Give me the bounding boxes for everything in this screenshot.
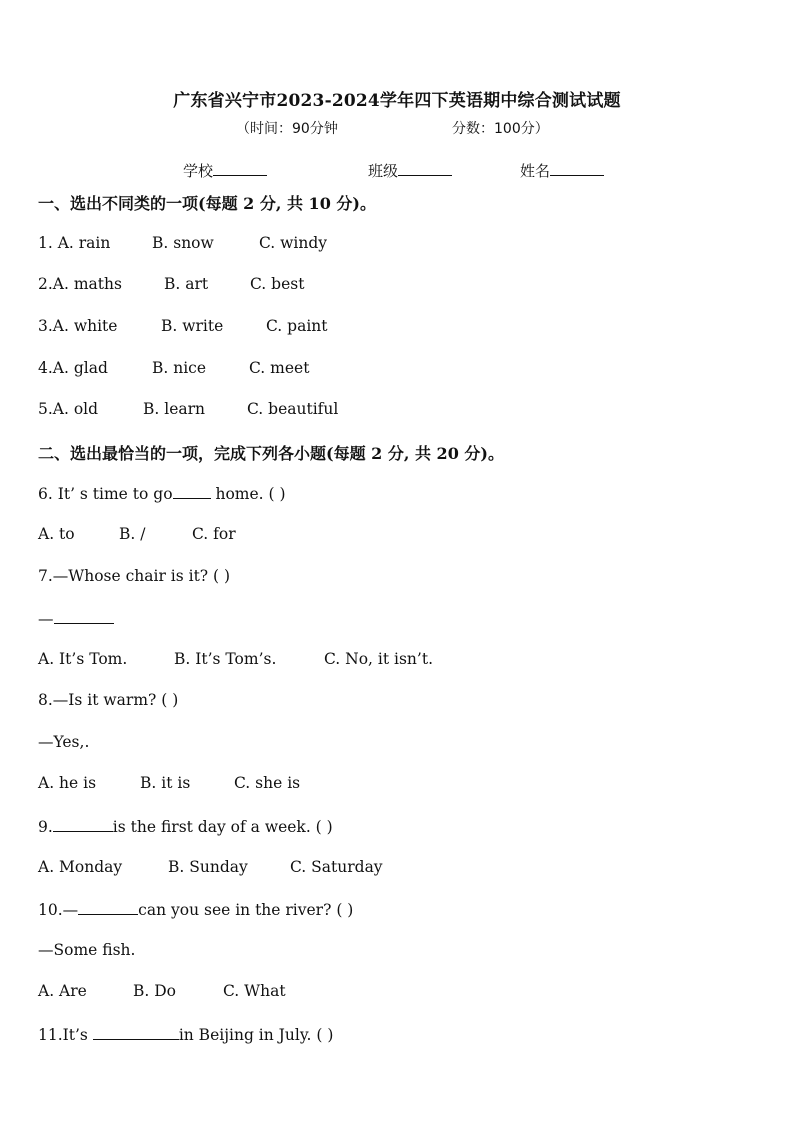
q7-option-c: C. No, it isn’t. bbox=[324, 650, 433, 668]
school-blank[interactable] bbox=[213, 161, 267, 176]
q10-stem bbox=[38, 899, 353, 919]
q5-option-c: C. beautiful bbox=[247, 400, 339, 418]
exam-title: 广东省兴宁市2023-2024学年四下英语期中综合测试试题 bbox=[173, 91, 621, 111]
q7-option-b: B. It’s Tom’s. bbox=[174, 650, 277, 668]
q4-option-c: C. meet bbox=[249, 359, 310, 377]
q9-option-c: C. Saturday bbox=[290, 858, 383, 876]
q9-option-b: B. Sunday bbox=[168, 858, 248, 876]
q1-option-b: B. snow bbox=[152, 234, 214, 252]
q5-option-a: 5.A. old bbox=[38, 400, 99, 418]
name-blank[interactable] bbox=[550, 161, 604, 176]
q7-reply bbox=[38, 608, 114, 628]
section2-heading: 二、选出最恰当的一项，完成下列各小题(每题 2 分, 共 20 分)。 bbox=[38, 444, 504, 463]
q6-stem bbox=[38, 483, 286, 503]
q6-option-a: A. to bbox=[38, 525, 75, 543]
q10-option-a: A. Are bbox=[38, 982, 87, 1000]
q10-number: 10.— bbox=[38, 901, 79, 919]
name-field bbox=[520, 160, 604, 181]
q3-option-c: C. paint bbox=[266, 317, 328, 335]
class-label: 班级 bbox=[368, 162, 399, 180]
q8-reply: —Yes,. bbox=[38, 733, 90, 751]
q8-option-a: A. he is bbox=[38, 774, 97, 792]
school-label: 学校 bbox=[183, 162, 214, 180]
class-field bbox=[368, 160, 452, 181]
q10-blank[interactable] bbox=[78, 899, 138, 915]
q2-option-c: C. best bbox=[250, 275, 305, 293]
q11-blank[interactable] bbox=[93, 1024, 179, 1040]
q7-stem: 7.—Whose chair is it? ( ) bbox=[38, 567, 231, 585]
q4-option-b: B. nice bbox=[152, 359, 207, 377]
q7-reply-dash: — bbox=[38, 610, 54, 628]
q6-stem-end: home. ( ) bbox=[210, 485, 286, 503]
q11-stem bbox=[38, 1024, 333, 1044]
q6-option-b: B. / bbox=[119, 525, 146, 543]
q2-option-a: 2.A. maths bbox=[38, 275, 122, 293]
q10-reply: —Some fish. bbox=[38, 941, 136, 959]
q6-blank[interactable] bbox=[173, 483, 211, 499]
name-label: 姓名 bbox=[520, 162, 551, 180]
q10-option-b: B. Do bbox=[133, 982, 177, 1000]
q8-option-b: B. it is bbox=[140, 774, 191, 792]
school-field bbox=[183, 160, 267, 181]
class-blank[interactable] bbox=[398, 161, 452, 176]
q8-option-c: C. she is bbox=[234, 774, 301, 792]
section1-heading: 一、选出不同类的一项(每题 2 分, 共 10 分)。 bbox=[38, 194, 376, 213]
exam-score: 分数：100分） bbox=[452, 121, 549, 137]
q5-option-b: B. learn bbox=[143, 400, 206, 418]
q8-stem: 8.—Is it warm? ( ) bbox=[38, 691, 179, 709]
q6-stem-start: 6. It’ s time to go bbox=[38, 485, 173, 503]
q6-option-c: C. for bbox=[192, 525, 236, 543]
q7-option-a: A. It’s Tom. bbox=[38, 650, 128, 668]
q11-stem-end: in Beijing in July. ( ) bbox=[178, 1026, 334, 1044]
q11-stem-start: 11.It’s bbox=[38, 1026, 93, 1044]
q10-option-c: C. What bbox=[223, 982, 286, 1000]
q9-option-a: A. Monday bbox=[38, 858, 123, 876]
q3-option-a: 3.A. white bbox=[38, 317, 118, 335]
q7-blank[interactable] bbox=[54, 608, 114, 624]
q9-number: 9. bbox=[38, 818, 53, 836]
q9-stem bbox=[38, 816, 333, 836]
q4-option-a: 4.A. glad bbox=[38, 359, 108, 377]
q9-stem-end: is the first day of a week. ( ) bbox=[112, 818, 333, 836]
q1-option-a: 1. A. rain bbox=[38, 234, 111, 252]
q10-stem-end: can you see in the river? ( ) bbox=[138, 901, 354, 919]
q2-option-b: B. art bbox=[164, 275, 209, 293]
exam-time: （时间：90分钟 bbox=[236, 121, 338, 137]
q9-blank[interactable] bbox=[53, 816, 113, 832]
q3-option-b: B. write bbox=[161, 317, 224, 335]
q1-option-c: C. windy bbox=[259, 234, 328, 252]
